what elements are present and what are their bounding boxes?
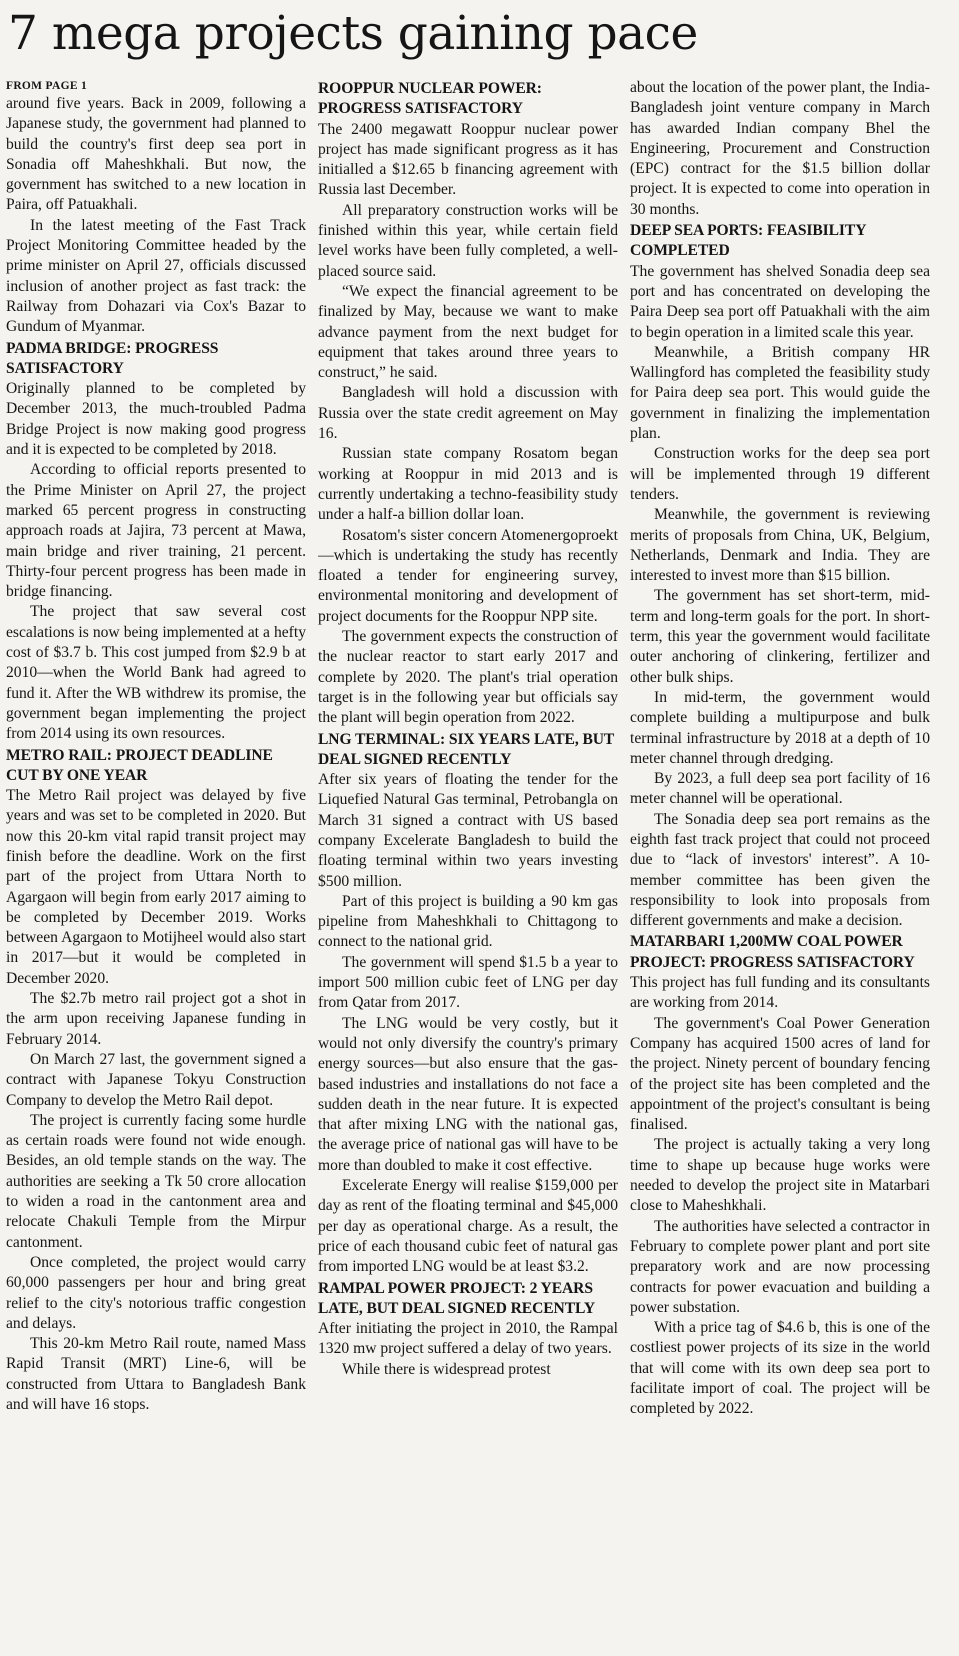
- section-heading: LNG TERMINAL: SIX YEARS LATE, BUT DEAL SIGNED RECENTLY: [318, 730, 614, 768]
- paragraph: about the location of the power plant, the India-Bangladesh joint venture company in March has awarded Indian company Bhel the Engineering, Procurement and Construction (EPC) contract for the $1.5 billion dollar project. It is expected to come into operation in 30 months.: [630, 79, 930, 218]
- section-heading: PADMA BRIDGE: PROGRESS SATISFACTORY: [6, 339, 219, 377]
- paragraph: The 2400 megawatt Rooppur nuclear power project has made significant progress as it has initialled a $12.65 b financing agreement with Russia last December.: [318, 120, 618, 199]
- article-column-2: [318, 78, 618, 1648]
- paragraph: The authorities have selected a contractor in February to complete power plant and port site preparatory work and are now processing contracts for power evacuation and building a power substation.: [630, 1217, 930, 1316]
- paragraph: This 20-km Metro Rail route, named Mass Rapid Transit (MRT) Line-6, will be constructed from Uttara to Bangladesh Bank and will have 16 stops.: [6, 1335, 306, 1413]
- paragraph: The government expects the construction of the nuclear reactor to start early 2017 and complete by 2020. The plant's trial operation target is in the following year but officials say the plant will begin operation from 2022.: [318, 628, 618, 727]
- paragraph: Meanwhile, the government is reviewing merits of proposals from China, UK, Belgium, Netherlands, Denmark and India. They are interested to invest more than $15 billion.: [630, 506, 930, 585]
- paragraph: Originally planned to be completed by December 2013, the much-troubled Padma Bridge Project is now making good progress and it is expected to be completed by 2018.: [6, 380, 306, 459]
- paragraph: Bangladesh will hold a discussion with Russia over the state credit agreement on May 16.: [318, 384, 618, 443]
- paragraph: “We expect the financial agreement to be finalized by May, because we want to make advance payment from the next budget for equipment that takes around three years to construct,” he said.: [318, 282, 618, 382]
- paragraph: The Metro Rail project was delayed by five years and was set to be completed in 2020. But now this 20-km vital rapid transit project may finish before the deadline. Work on the first part of the project from Uttara North to Agargaon will begin from early 2017 aiming to be completed by December 2019. Works between Agargaon to Motijheel would also start in 2017—but it would be completed in December 2020.: [6, 787, 306, 987]
- article-column-1: [6, 78, 306, 1648]
- paragraph: While there is widespread protest: [342, 1360, 551, 1378]
- paragraph: Russian state company Rosatom began working at Rooppur in mid 2013 and is currently undertaking a techno-feasibility study under a half-a billion dollar loan.: [318, 445, 618, 524]
- paragraph: After initiating the project in 2010, the Rampal 1320 mw project suffered a delay of two years.: [318, 1320, 618, 1358]
- paragraph: Rosatom's sister concern Atomenergoproekt—which is undertaking the study has recently floated a tender for engineering survey, environmental monitoring and development of project documents for the Rooppur NPP site.: [318, 526, 618, 625]
- paragraph: Excelerate Energy will realise $159,000 per day as rent of the floating terminal and $45,000 per day as operational charge. As a result, the price of each thousand cubic feet of natural gas from imported LNG would be at least $3.2.: [318, 1177, 618, 1276]
- paragraph: The project is currently facing some hurdle as certain roads were found not wide enough. Besides, an old temple stands on the way. The authorities are seeking a Tk 50 crore allocation to widen a road in the cantonment area and relocate Chakuli Temple from the Mirpur cantonment.: [6, 1111, 306, 1251]
- paragraph: By 2023, a full deep sea port facility of 16 meter channel will be operational.: [630, 770, 930, 808]
- paragraph: Once completed, the project would carry 60,000 passengers per hour and bring great relief to the city's notorious traffic congestion and delays.: [6, 1253, 306, 1332]
- paragraph: On March 27 last, the government signed a contract with Japanese Tokyu Construction Company to develop the Metro Rail depot.: [6, 1050, 306, 1109]
- from-page-label: FROM PAGE 1: [6, 80, 88, 92]
- paragraph: The government's Coal Power Generation Company has acquired 1500 acres of land for the project. Ninety percent of boundary fencing of the project site has been completed and the appointment of the project's consultant is being finalised.: [630, 1014, 930, 1134]
- paragraph: The government has set short-term, mid-term and long-term goals for the port. In short-term, this year the government would facilitate outer anchoring of clinkering, fertilizer and other bulk ships.: [630, 587, 930, 686]
- paragraph: The government will spend $1.5 b a year to import 500 million cubic feet of LNG per day from Qatar from 2017.: [318, 953, 618, 1012]
- paragraph: According to official reports presented to the Prime Minister on April 27, the project marked 65 percent progress in constructing approach roads at Jajira, 73 percent at Mawa, main bridge and river training, 21 percent. Thirty-four percent progress has been made in bridge financing.: [6, 461, 306, 601]
- article-columns: [6, 78, 949, 1648]
- paragraph: The project that saw several cost escalations is now being implemented at a hefty cost of $3.7 b. This cost jumped from $2.9 b at 2010—when the World Bank had agreed to fund it. After the WB withdrew its promise, the government began implementing the project from 2014 using its own resources.: [6, 603, 306, 743]
- paragraph: After six years of floating the tender for the Liquefied Natural Gas terminal, Petrobangla on March 31 signed a contract with US based company Excelerate Bangladesh to build the floating terminal within two years investing $500 million.: [318, 771, 618, 890]
- section-heading: MATARBARI 1,200MW COAL POWER PROJECT: PROGRESS SATISFACTORY: [630, 933, 915, 971]
- paragraph: Part of this project is building a 90 km gas pipeline from Maheshkhali to Chittagong to connect to the national grid.: [318, 892, 618, 951]
- paragraph: In mid-term, the government would complete building a multipurpose and bulk terminal infrastructure by 2018 at a depth of 10 meter channel through dredging.: [630, 688, 930, 767]
- paragraph: The government has shelved Sonadia deep sea port and has concentrated on developing the Paira Deep sea port off Patuakhali with the aim to begin operation in a limited scale this year.: [630, 262, 930, 341]
- headline: 7 mega projects gaining pace: [8, 6, 698, 61]
- section-heading: ROOPPUR NUCLEAR POWER: PROGRESS SATISFACTORY: [318, 80, 542, 118]
- section-heading: METRO RAIL: PROJECT DEADLINE CUT BY ONE YEAR: [6, 746, 273, 784]
- paragraph: The $2.7b metro rail project got a shot in the arm upon receiving Japanese funding in February 2014.: [6, 990, 306, 1048]
- paragraph: All preparatory construction works will be finished within this year, while certain field level works have been fully completed, a well-placed source said.: [318, 201, 618, 280]
- paragraph: With a price tag of $4.6 b, this is one of the costliest power projects of its size in the world that will come with its own deep sea port to facilitate import of coal. The project will be completed by 2022.: [630, 1319, 930, 1418]
- paragraph: The Sonadia deep sea port remains as the eighth fast track project that could not proceed due to “lack of investors' interest”. A 10-member committee has been given the responsibility to look into proposals from different governments and make a decision.: [630, 810, 930, 930]
- paragraph: around five years. Back in 2009, following a Japanese study, the government had planned to build the country's first deep sea port in Sonadia off Maheshkhali. But now, the government has switched to a new location in Paira, off Patuakhali.: [6, 95, 306, 214]
- paragraph: The project is actually taking a very long time to shape up because huge works were needed to develop the project site in Matarbari close to Maheshkhali.: [630, 1136, 930, 1215]
- paragraph: Meanwhile, a British company HR Wallingford has completed the feasibility study for Paira deep sea port. This would guide the government in finalizing the implementation plan.: [630, 343, 930, 443]
- paragraph: This project has full funding and its consultants are working from 2014.: [630, 974, 930, 1012]
- article-column-3: [630, 78, 930, 1648]
- paragraph: The LNG would be very costly, but it would not only diversify the country's primary energy sources—but also ensure that the gas-based industries and installations do not face a sudden death in the near future. It is expected that after mixing LNG with the national gas, the average price of national gas will have to be more than doubled to make it cost effective.: [318, 1014, 618, 1174]
- paragraph: In the latest meeting of the Fast Track Project Monitoring Committee headed by the prime minister on April 27, officials discussed inclusion of another project as fast track: the Railway from Dohazari via Cox's Bazar to Gundum of Myanmar.: [6, 216, 306, 336]
- paragraph: Construction works for the deep sea port will be implemented through 19 different tenders.: [630, 445, 930, 503]
- section-heading: RAMPAL POWER PROJECT: 2 YEARS LATE, BUT DEAL SIGNED RECENTLY: [318, 1279, 596, 1317]
- section-heading: DEEP SEA PORTS: FEASIBILITY COMPLETED: [630, 222, 866, 260]
